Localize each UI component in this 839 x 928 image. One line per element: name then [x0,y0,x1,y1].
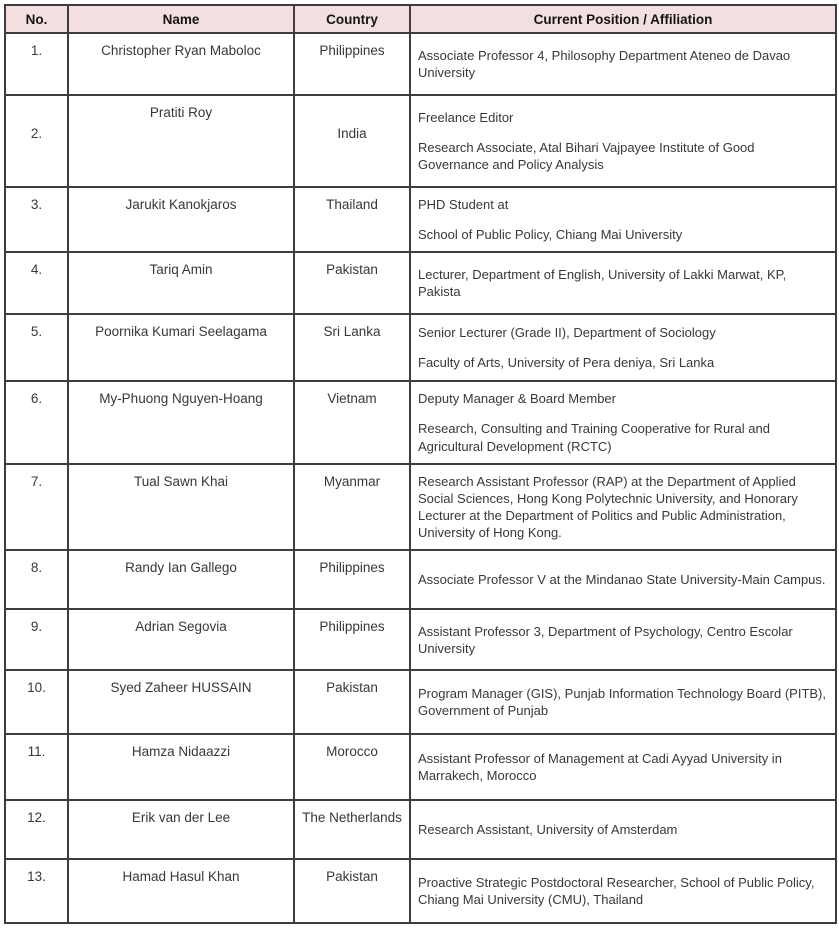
position-paragraph: PHD Student at [418,197,509,212]
position-paragraph: Assistant Professor of Management at Cadi Ayyad University in Marrakech, Morocco [418,751,782,784]
header-no: No. [5,5,68,33]
position-paragraph: Associate Professor 4, Philosophy Department Ateneo de Davao University [418,47,791,80]
position-paragraph: Assistant Professor 3, Department of Psychology, Centro Escolar University [418,623,793,656]
position-cell [410,670,836,734]
table-body [5,33,836,923]
position-cell [410,800,836,859]
table-row [5,33,836,95]
name-cell: Christopher Ryan Maboloc [68,33,294,95]
name-cell: Poornika Kumari Seelagama [68,314,294,381]
position-cell [410,252,836,314]
name-cell: Pratiti Roy [68,95,294,187]
table-row [5,859,836,923]
row-number-cell: 2. [5,95,68,187]
row-number-cell: 13. [5,859,68,923]
table-row [5,187,836,252]
position-cell [410,33,836,95]
table-row [5,314,836,381]
row-number-cell: 4. [5,252,68,314]
position-cell [410,734,836,800]
table-row [5,800,836,859]
name-cell: My-Phuong Nguyen-Hoang [68,381,294,463]
position-paragraph: School of Public Policy, Chiang Mai University [418,227,683,243]
position-paragraph: Proactive Strategic Postdoctoral Researcher, School of Public Policy, Chiang Mai University (CMU), Thailand [418,875,815,908]
position-paragraph: Research Assistant, University of Amsterdam [418,822,678,838]
table-row [5,734,836,800]
position-paragraph: Research Associate, Atal Bihari Vajpayee Institute of Good Governance and Policy Analysis [418,139,755,173]
position-paragraph: Deputy Manager & Board Member [418,391,616,407]
position-paragraph: Freelance Editor [418,109,514,125]
affiliation-table [4,4,837,924]
name-cell: Syed Zaheer HUSSAIN [68,670,294,734]
row-number-cell: 8. [5,550,68,609]
country-cell: Sri Lanka [294,314,410,381]
country-cell: Vietnam [294,381,410,463]
row-number-cell: 9. [5,609,68,670]
country-cell: Philippines [294,550,410,609]
table-header-row [5,5,836,33]
position-paragraph: Faculty of Arts, University of Pera deniya, Sri Lanka [418,355,715,371]
row-number-cell: 10. [5,670,68,734]
row-number-cell: 12. [5,800,68,859]
header-position: Current Position / Affiliation [410,5,836,33]
position-cell [410,550,836,609]
header-country: Country [294,5,410,33]
position-cell [410,314,836,381]
row-number-cell: 7. [5,464,68,551]
country-cell: Pakistan [294,252,410,314]
country-cell: India [294,95,410,187]
position-cell [410,95,836,187]
name-cell: Hamza Nidaazzi [68,734,294,800]
name-cell: Hamad Hasul Khan [68,859,294,923]
position-cell [410,609,836,670]
name-cell: Tariq Amin [68,252,294,314]
position-cell [410,381,836,463]
row-number-cell: 1. [5,33,68,95]
country-cell: Pakistan [294,859,410,923]
country-cell: Philippines [294,609,410,670]
table-row [5,670,836,734]
table-row [5,464,836,551]
table-row [5,381,836,463]
name-cell: Jarukit Kanokjaros [68,187,294,252]
header-name: Name [68,5,294,33]
row-number-cell: 11. [5,734,68,800]
country-cell: Thailand [294,187,410,252]
table-row [5,550,836,609]
position-paragraph: Associate Professor V at the Mindanao State University-Main Campus. [418,572,826,588]
position-cell [410,187,836,252]
name-cell: Tual Sawn Khai [68,464,294,551]
country-cell: Philippines [294,33,410,95]
table-row [5,609,836,670]
country-cell: Myanmar [294,464,410,551]
position-paragraph: Lecturer, Department of English, University of Lakki Marwat, KP, Pakista [418,267,787,300]
position-paragraph: Senior Lecturer (Grade II), Department of Sociology [418,325,716,341]
position-cell [410,859,836,923]
table-row [5,252,836,314]
position-paragraph: Research Assistant Professor (RAP) at the Department of Applied Social Sciences, Hong Kong Polytechnic University, and Honorary Lecturer at the Department of Politics and Public Administration, University of Hong Kong. [418,473,798,541]
table-row [5,95,836,187]
country-cell: The Netherlands [294,800,410,859]
position-paragraph: Program Manager (GIS), Punjab Information Technology Board (PITB), Government of Punjab [418,686,827,719]
position-paragraph: Research, Consulting and Training Cooperative for Rural and Agricultural Development (RCTC) [418,421,770,454]
country-cell: Pakistan [294,670,410,734]
row-number-cell: 3. [5,187,68,252]
country-cell: Morocco [294,734,410,800]
row-number-cell: 5. [5,314,68,381]
name-cell: Adrian Segovia [68,609,294,670]
position-cell [410,464,836,551]
name-cell: Randy Ian Gallego [68,550,294,609]
row-number-cell: 6. [5,381,68,463]
name-cell: Erik van der Lee [68,800,294,859]
